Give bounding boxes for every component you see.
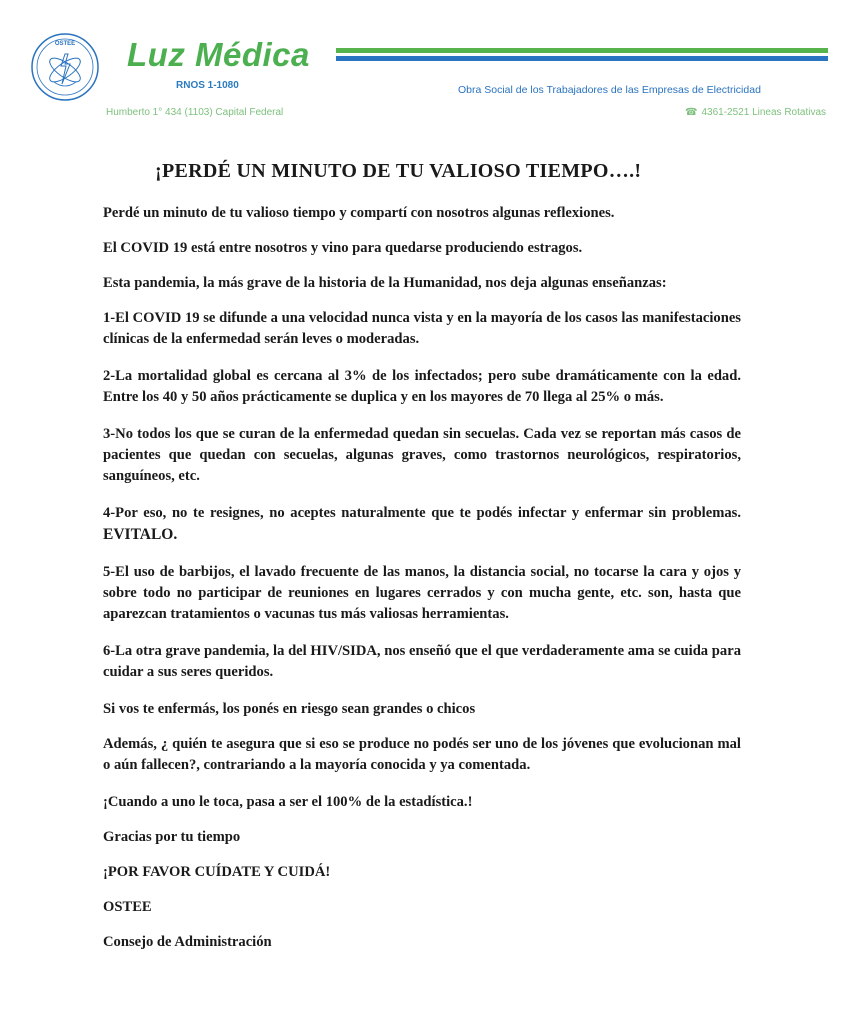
thanks-line: Gracias por tu tiempo [103,829,241,845]
point-1: 1-El COVID 19 se difunde a una velocidad nunca vista y en la mayoría de los casos las manifestaciones clínicas de la enfermedad serán leves o moderadas. [103,310,741,347]
point-4-emphasis: EVITALO. [103,526,178,543]
intro-paragraph-1: Perdé un minuto de tu valioso tiempo y compartí con nosotros algunas reflexiones. [103,205,615,221]
intro-paragraph-2: El COVID 19 está entre nosotros y vino para quedarse produciendo estragos. [103,240,583,256]
letter-body [103,203,741,967]
letterhead [0,0,850,130]
brand-name: Luz Médica [127,36,310,73]
signature-org: OSTEE [103,899,152,915]
letter-title: ¡PERDÉ UN MINUTO DE TU VALIOSO TIEMPO….! [155,160,642,182]
blue-stripe [336,56,828,61]
risk-paragraph: Si vos te enfermás, los ponés en riesgo sean grandes o chicos [103,701,476,717]
svg-text:OSTEE: OSTEE [54,41,76,47]
rnos-number: RNOS 1-1080 [176,80,239,91]
phone-text: 4361-2521 Lineas Rotativas [701,107,826,118]
plea-line: ¡POR FAVOR CUÍDATE Y CUIDÁ! [103,864,331,880]
point-5: 5-El uso de barbijos, el lavado frecuente de las manos, la distancia social, no tocarse la cara y ojos y sobre todo no participar de reuniones en lugares cerrados y con mucha gente, etc. son, hasta que aparezcan tratamientos o vacunas tus más valiosas herramientas. [103,564,741,622]
telephone-icon: ☎ [685,107,698,118]
address: Humberto 1° 434 (1103) Capital Federal [106,107,284,118]
point-3: 3-No todos los que se curan de la enfermedad quedan sin secuelas. Cada vez se reportan más casos de pacientes que quedan con secuelas, algunas graves, como trastornos neurológicos, respiratorios, sanguíneos, etc. [103,426,741,484]
signature-board: Consejo de Administración [103,934,272,950]
intro-paragraph-3: Esta pandemia, la más grave de la historia de la Humanidad, nos deja algunas enseñanzas: [103,275,667,291]
point-2: 2-La mortalidad global es cercana al 3% de los infectados; pero sube dramáticamente con la edad. Entre los 40 y 50 años prácticamente se duplica y en los mayores de 70 llega al 25% o más. [103,368,741,405]
question-paragraph: Además, ¿ quién te asegura que si eso se produce no podés ser uno de los jóvenes que evolucionan mal o aún fallecen?, contrariando a la mayoría conocida y ya comentada. [103,736,741,773]
point-6: 6-La otra grave pandemia, la del HIV/SIDA, nos enseñó que el que verdaderamente ama se cuida para cuidar a sus seres queridos. [103,643,741,680]
ostee-seal-logo [30,32,100,102]
statistic-paragraph: ¡Cuando a uno le toca, pasa a ser el 100% de la estadística.! [103,794,473,810]
header-stripes [336,48,828,64]
organization-name: Obra Social de los Trabajadores de las Empresas de Electricidad [458,84,761,96]
phone-line [685,107,826,118]
point-4 [103,503,741,546]
green-stripe [336,48,828,53]
point-4-text: 4-Por eso, no te resignes, no aceptes naturalmente que te podés infectar y enfermar sin problemas. [103,505,741,521]
